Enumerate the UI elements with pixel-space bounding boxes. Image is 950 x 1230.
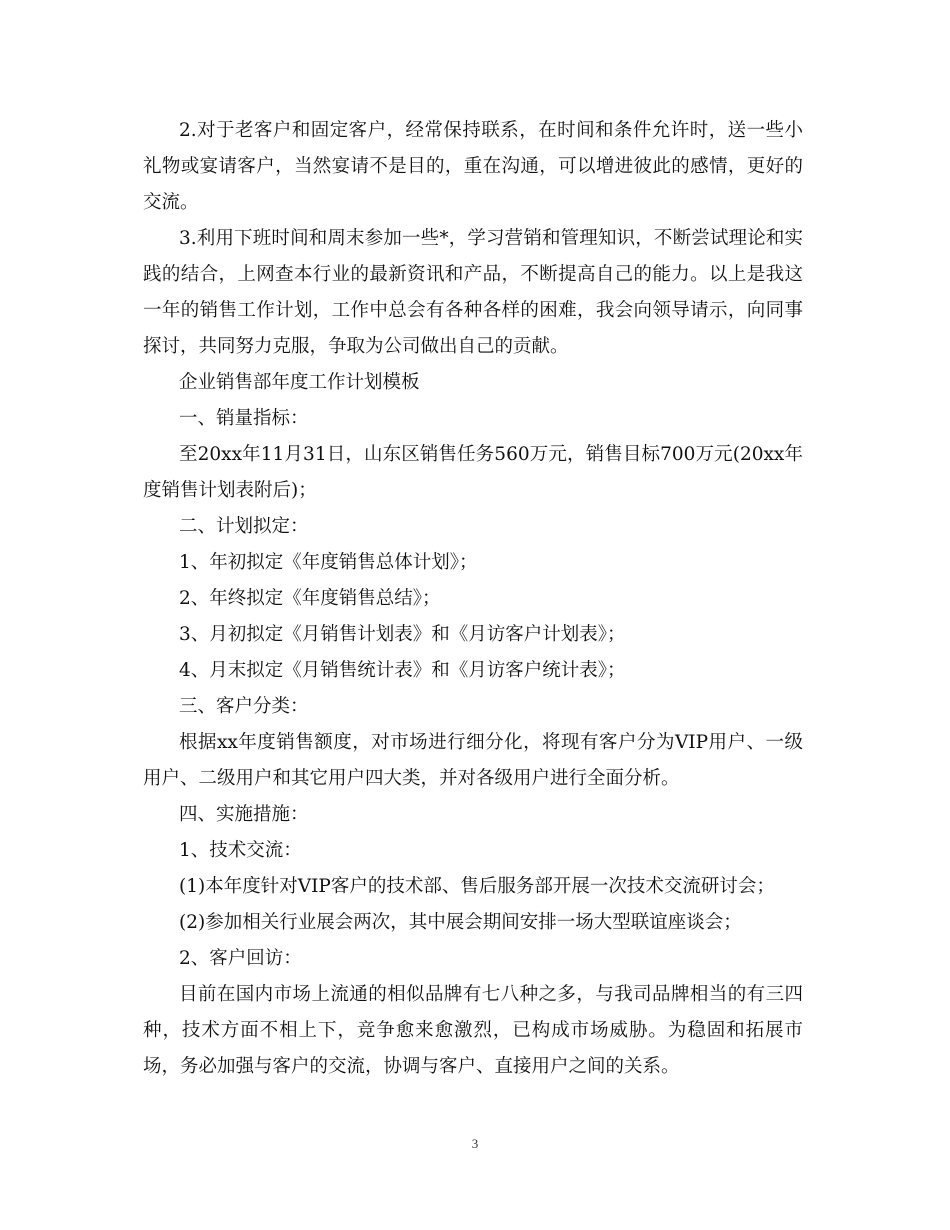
paragraph-customer-visit: 目前在国内市场上流通的相似品牌有七八种之多，与我司品牌相当的有三四种，技术方面不相上下，竞争愈来愈激烈，已构成市场威胁。为稳固和拓展市场，务必加强与客户的交流，协调与客户、直接用户之间的关系。 bbox=[143, 984, 803, 1077]
plan-item-1: 1、年初拟定《年度销售总体计划》； bbox=[179, 552, 478, 573]
section-title: 企业销售部年度工作计划模板 bbox=[179, 372, 420, 393]
tech-exchange-item-1: (1)本年度针对VIP客户的技术部、售后服务部开展一次技术交流研讨会； bbox=[179, 876, 775, 897]
heading-sales-target: 一、销量指标： bbox=[179, 408, 309, 429]
page-number: 3 bbox=[471, 1136, 479, 1151]
tech-exchange-item-2: (2)参加相关行业展会两次，其中展会期间安排一场大型联谊座谈会； bbox=[179, 912, 742, 933]
subheading-tech-exchange: 1、技术交流： bbox=[179, 840, 302, 861]
paragraph-learning: 3.利用下班时间和周末参加一些*，学习营销和管理知识，不断尝试理论和实践的结合，上网查本行业的最新资讯和产品，不断提高自己的能力。以上是我这一年的销售工作计划，工作中总会有各种各样的困难，我会向领导请示，向同事探讨，共同努力克服，争取为公司做出自己的贡献。 bbox=[143, 228, 803, 357]
paragraph-sales-target: 至20xx年11月31日，山东区销售任务560万元，销售目标700万元(20xx年度销售计划表附后)； bbox=[143, 444, 803, 501]
heading-measures: 四、实施措施： bbox=[179, 804, 309, 825]
plan-item-3: 3、月初拟定《月销售计划表》和《月访客户计划表》； bbox=[179, 624, 626, 645]
plan-item-2: 2、年终拟定《年度销售总结》； bbox=[179, 588, 441, 609]
heading-customer-classification: 三、客户分类： bbox=[179, 696, 309, 717]
heading-plan: 二、计划拟定： bbox=[179, 516, 309, 537]
paragraph-customer-classification: 根据xx年度销售额度，对市场进行细分化，将现有客户分为VIP用户、一级用户、二级用户和其它用户四大类，并对各级用户进行全面分析。 bbox=[143, 732, 803, 789]
subheading-customer-visit: 2、客户回访： bbox=[179, 948, 302, 969]
paragraph-gift-clients: 2.对于老客户和固定客户，经常保持联系，在时间和条件允许时，送一些小礼物或宴请客户，当然宴请不是目的，重在沟通，可以增进彼此的感情，更好的交流。 bbox=[143, 120, 803, 213]
plan-item-4: 4、月末拟定《月销售统计表》和《月访客户统计表》； bbox=[179, 660, 626, 681]
document-body bbox=[143, 113, 803, 1085]
